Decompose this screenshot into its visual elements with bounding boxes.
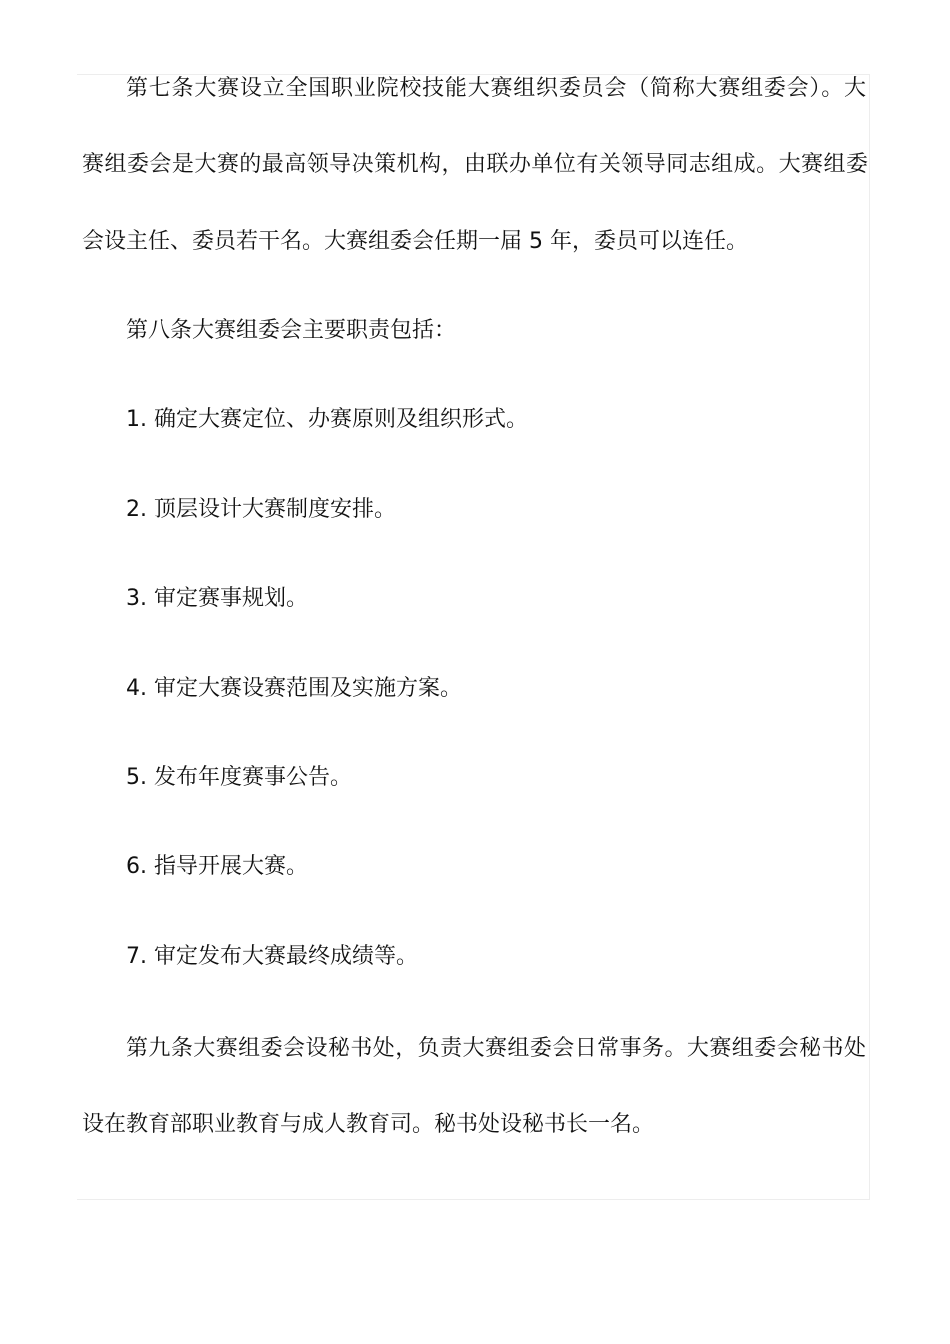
list-item-5: 5. 发布年度赛事公告。 — [126, 765, 352, 790]
list-item-3: 3. 审定赛事规划。 — [126, 586, 308, 611]
article9-line2: 设在教育部职业教育与成人教育司。秘书处设秘书长一名。 — [82, 1112, 655, 1137]
article7-line3: 会设主任、委员若干名。大赛组委会任期一届 5 年，委员可以连任。 — [82, 229, 748, 254]
list-item-1: 1. 确定大赛定位、办赛原则及组织形式。 — [126, 407, 528, 432]
list-item-4: 4. 审定大赛设赛范围及实施方案。 — [126, 676, 462, 701]
article9-line1: 第九条大赛组委会设秘书处，负责大赛组委会日常事务。大赛组委会秘书处 — [126, 1036, 866, 1061]
list-item-7: 7. 审定发布大赛最终成绩等。 — [126, 944, 418, 969]
list-item-6: 6. 指导开展大赛。 — [126, 854, 308, 879]
article8-intro: 第八条大赛组委会主要职责包括： — [126, 318, 457, 343]
list-item-2: 2. 顶层设计大赛制度安排。 — [126, 497, 396, 522]
article7-line1: 第七条大赛设立全国职业院校技能大赛组织委员会（简称大赛组委会）。大 — [126, 76, 866, 101]
article7-line2: 赛组委会是大赛的最高领导决策机构，由联办单位有关领导同志组成。大赛组委 — [82, 152, 868, 177]
